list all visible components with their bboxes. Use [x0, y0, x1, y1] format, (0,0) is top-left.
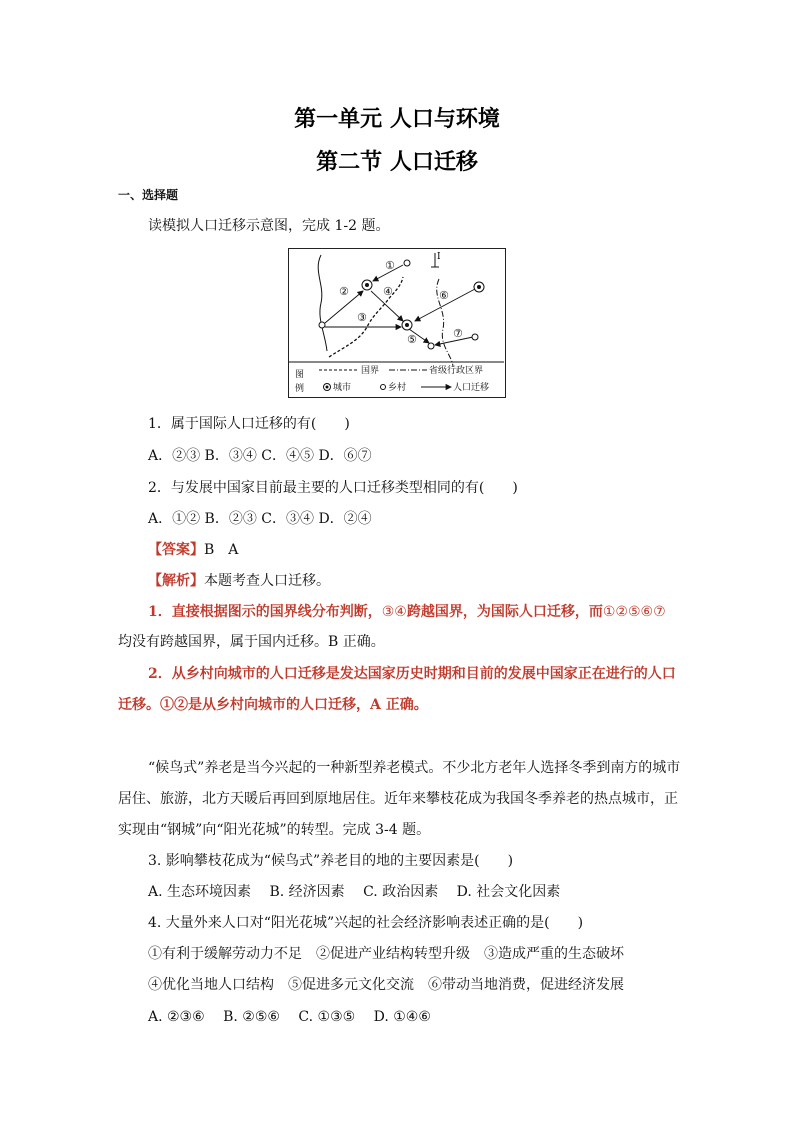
legend-prov: 省级行政区界 [429, 366, 484, 376]
analysis-text: 本题考查人口迁移。 [204, 573, 330, 589]
legend-title-1: 图 [295, 370, 305, 380]
legend-title-2: 例 [295, 384, 305, 394]
provincial-boundary-west [318, 255, 327, 351]
marker-7: ⑦ [453, 327, 463, 340]
explanation-1-line-2: 均没有跨越国界，属于国内迁移。B 正确。 [118, 634, 385, 650]
page-title: 第一单元 人口与环境 [294, 107, 500, 132]
passage-line-3: 实现由“钢城”向“阳光花城”的转型。完成 3-4 题。 [118, 822, 431, 838]
legend-border: 国界 [361, 366, 380, 376]
marker-6: ⑥ [439, 289, 449, 302]
migration-map [288, 248, 506, 398]
question-2: 2．与发展中国家目前最主要的人口迁移类型相同的有( ) [148, 480, 518, 496]
exp1-part-b: ③④ [381, 604, 407, 620]
intro-text: 读模拟人口迁移示意图，完成 1-2 题。 [148, 218, 390, 234]
analysis-label: 【解析】 [148, 573, 204, 589]
village-symbol [319, 322, 325, 328]
question-4: 4. 大量外来人口对“阳光花城”兴起的社会经济影响表述正确的是( ) [148, 915, 584, 931]
explanation-1-line-1 [148, 602, 666, 622]
answer-label: 【答案】 [148, 542, 204, 558]
question-4-options: A. ②③⑥ B. ②⑤⑥ C. ①③⑤ D. ①④⑥ [148, 1009, 431, 1025]
border-label-I: I [437, 252, 441, 262]
village-symbol [404, 260, 410, 266]
question-4-items-1: ①有利于缓解劳动力不足 ②促进产业结构转型升级 ③造成严重的生态破坏 [148, 946, 624, 962]
city-symbol [474, 282, 484, 292]
legend-village: 乡村 [388, 383, 407, 393]
answer-line [148, 540, 238, 560]
village-symbol [428, 343, 434, 349]
question-3-options: A. 生态环境因素 B. 经济因素 C. 政治因素 D. 社会文化因素 [148, 884, 561, 900]
legend-city: 城市 [333, 383, 352, 393]
marker-1: ① [385, 259, 395, 272]
migration-map-svg [289, 249, 504, 396]
explanation-2-line-1: 2．从乡村向城市的人口迁移是发达国家历史时期和目前的发展中国家正在进行的人口 [148, 666, 676, 682]
page-subtitle: 第二节 人口迁移 [316, 150, 478, 175]
question-1-options: A．②③ B．③④ C．④⑤ D．⑥⑦ [148, 448, 372, 464]
exp1-part-c: 跨越国界，为国际人口迁移，而 [406, 604, 603, 620]
question-1: 1．属于国际人口迁移的有( ) [148, 416, 350, 432]
question-4-items-2: ④优化当地人口结构 ⑤促进多元文化交流 ⑥带动当地消费，促进经济发展 [148, 977, 624, 993]
explanation-2-line-2: 迁移。①②是从乡村向城市的人口迁移，A 正确。 [118, 697, 428, 713]
exp1-part-a: 1．直接根据图示的国界线分布判断， [148, 604, 382, 620]
question-3: 3. 影响攀枝花成为“候鸟式”养老目的地的主要因素是( ) [148, 853, 514, 869]
marker-2: ② [339, 285, 349, 298]
marker-3: ③ [357, 311, 367, 324]
section-heading: 一、选择题 [118, 188, 179, 202]
passage-line-1: “候鸟式”养老是当今兴起的一种新型养老模式。不少北方老年人选择冬季到南方的城市 [148, 760, 681, 776]
analysis-line [148, 571, 330, 591]
legend-migration: 人口迁移 [453, 383, 490, 393]
village-symbol [472, 334, 478, 340]
city-symbol [402, 320, 412, 330]
passage-line-2: 居住、旅游，北方天暖后再回到原地居住。近年来攀枝花成为我国冬季养老的热点城市，正 [118, 791, 678, 807]
exp1-part-d: ①②⑤⑥⑦ [602, 604, 666, 620]
answer-text: B A [204, 542, 239, 558]
marker-5: ⑤ [407, 333, 417, 346]
marker-4: ④ [383, 285, 393, 298]
question-2-options: A．①② B．②③ C．③④ D．②④ [148, 511, 372, 527]
city-symbol [362, 280, 372, 290]
